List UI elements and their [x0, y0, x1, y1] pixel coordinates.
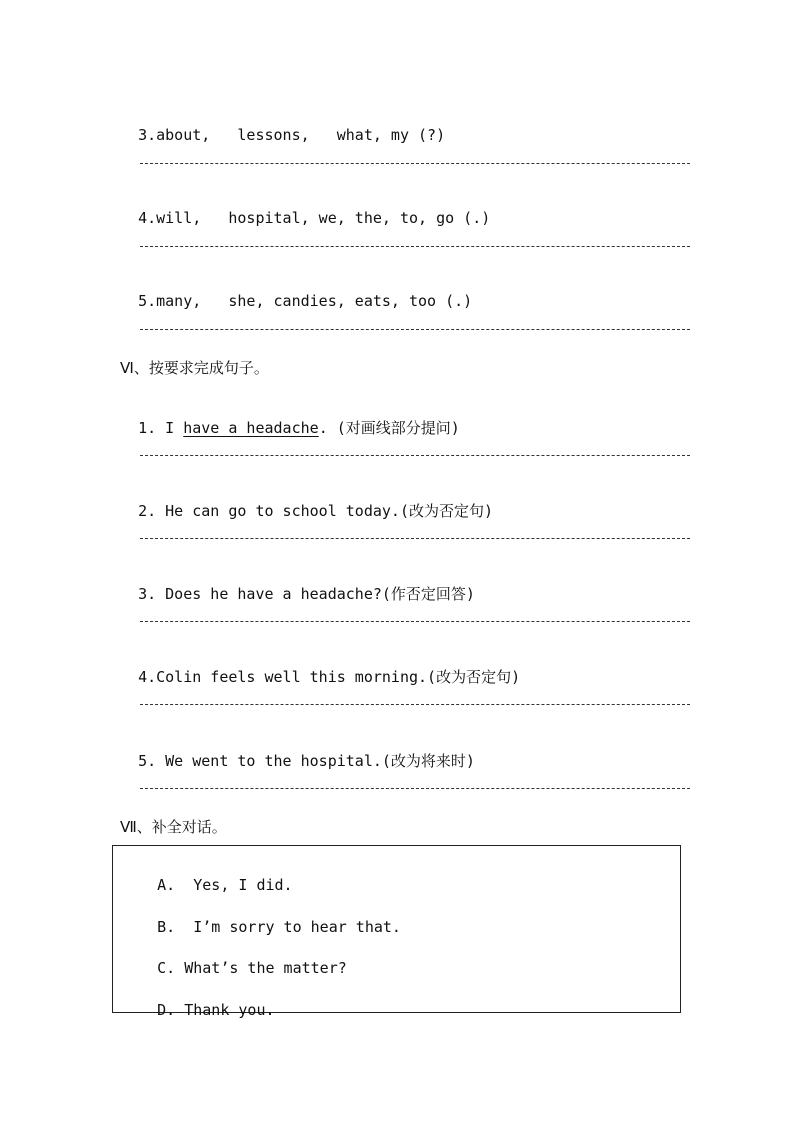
underlined-phrase: have a headache	[183, 419, 319, 437]
sentence-item-4	[120, 191, 490, 227]
item-text: Does he have a headache?(作否定回答)	[156, 585, 475, 603]
option-letter: A.	[157, 876, 176, 894]
answer-line[interactable]	[140, 538, 690, 539]
answer-line[interactable]	[140, 704, 690, 705]
option-text: What’s the matter?	[175, 959, 347, 977]
item-text: We went to the hospital.(改为将来时)	[156, 752, 475, 770]
answer-line[interactable]	[140, 246, 690, 247]
answer-line[interactable]	[140, 329, 690, 330]
item-text: He can go to school today.(改为否定句)	[156, 502, 494, 520]
item-number: 5.	[138, 752, 157, 770]
option-text: Yes, I did.	[175, 876, 293, 894]
section-7-heading: Ⅶ、补全对话。	[120, 818, 227, 836]
option-text: Thank you.	[175, 1001, 275, 1019]
item-words: about, lessons, what, my (?)	[156, 126, 446, 144]
sentence-item-3	[120, 108, 445, 144]
item-text-pre: I	[156, 419, 184, 437]
transform-item-5	[120, 732, 475, 771]
item-number: 1.	[138, 419, 157, 437]
option-letter: B.	[157, 918, 176, 936]
item-number: 4.	[138, 209, 157, 227]
transform-item-1	[120, 399, 460, 438]
option-text: I’m sorry to hear that.	[175, 918, 401, 936]
transform-item-2	[120, 482, 493, 521]
option-letter: D.	[157, 1001, 176, 1019]
item-number: 2.	[138, 502, 157, 520]
item-text-post: . (对画线部分提问)	[318, 419, 460, 437]
transform-item-3	[120, 565, 475, 604]
item-words: will, hospital, we, the, to, go (.)	[156, 209, 491, 227]
item-number: 3.	[138, 126, 157, 144]
answer-line[interactable]	[140, 788, 690, 789]
item-text: Colin feels well this morning.(改为否定句)	[156, 668, 521, 686]
transform-item-4	[120, 648, 520, 687]
answer-line[interactable]	[140, 621, 690, 622]
option-letter: C.	[157, 959, 176, 977]
item-words: many, she, candies, eats, too (.)	[156, 292, 473, 310]
answer-line[interactable]	[140, 455, 690, 456]
item-number: 3.	[138, 585, 157, 603]
answer-line[interactable]	[140, 163, 690, 164]
sentence-item-5	[120, 274, 472, 310]
item-number: 5.	[138, 292, 157, 310]
option-d	[121, 983, 275, 1037]
section-6-heading: Ⅵ、按要求完成句子。	[120, 359, 269, 377]
item-number: 4.	[138, 668, 157, 686]
options-box	[112, 845, 681, 1019]
